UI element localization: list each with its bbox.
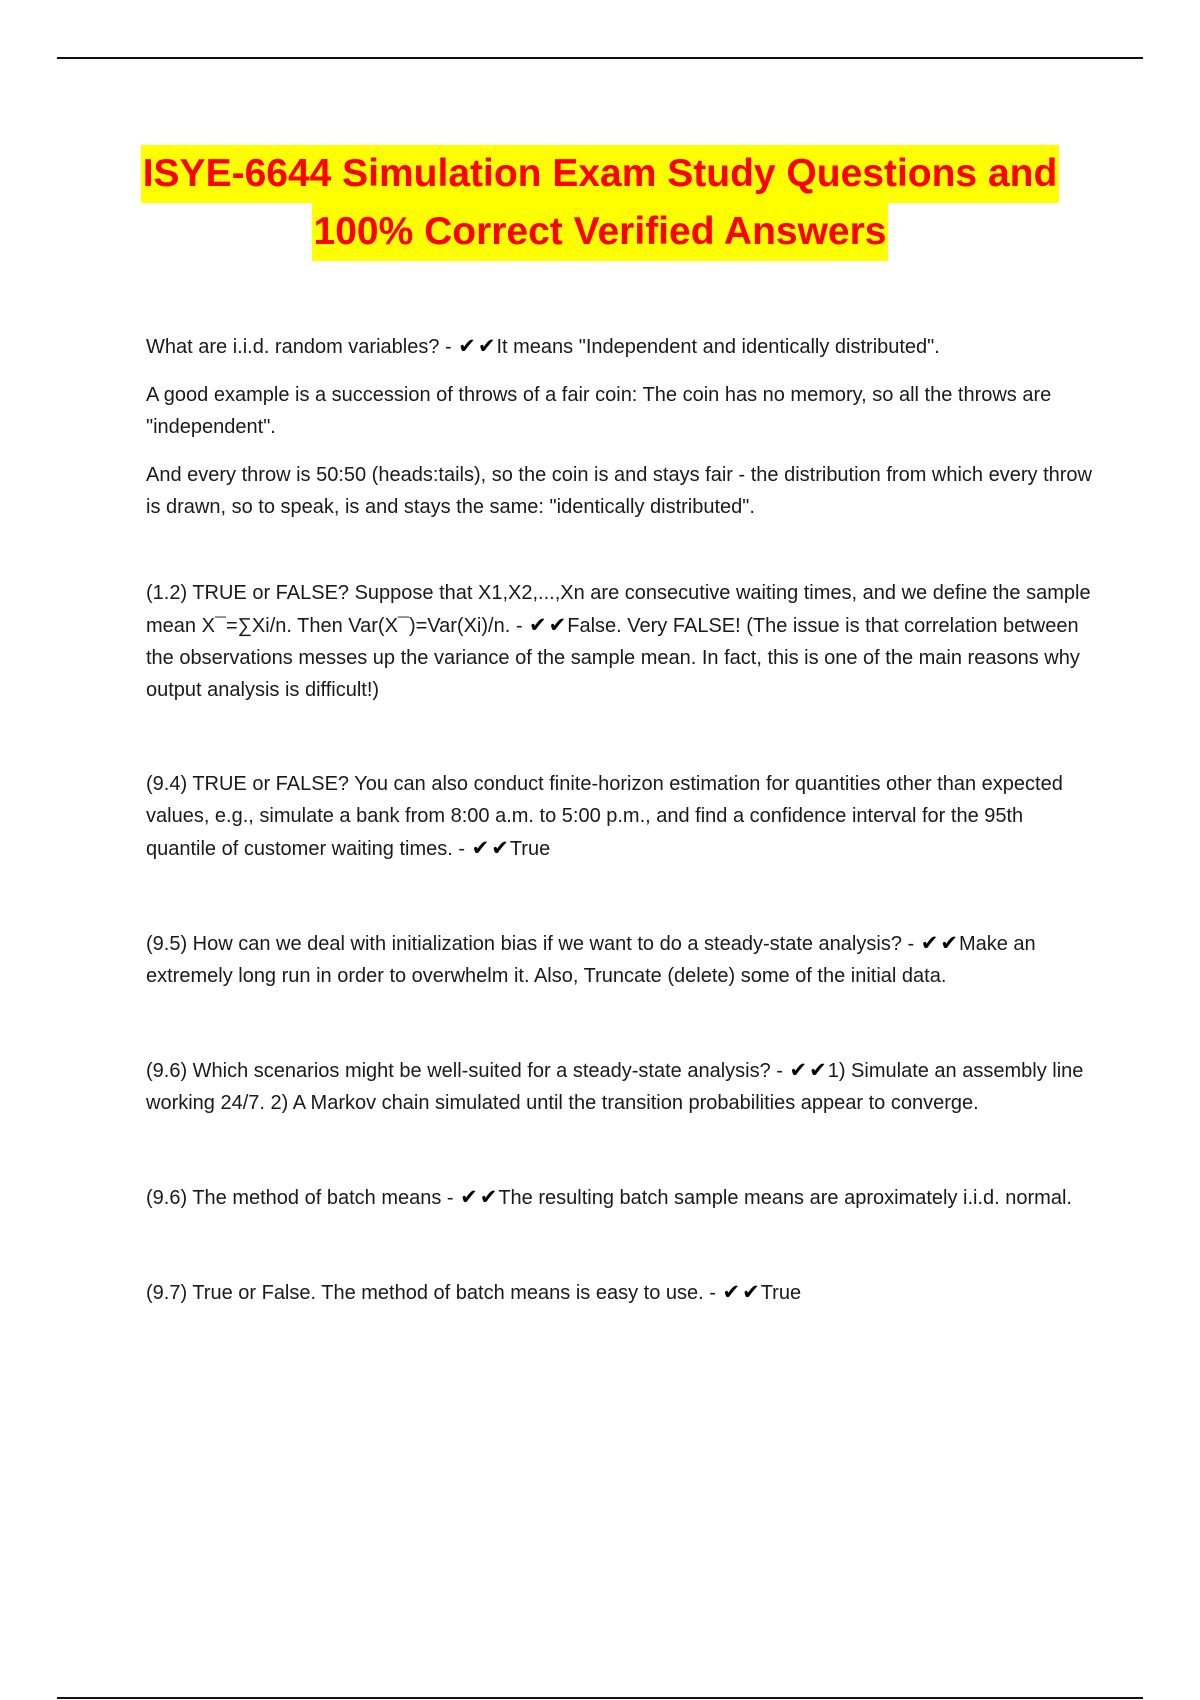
- question-text: (9.4) TRUE or FALSE? You can also conduct finite-horizon estimation for quantities other than expected values, e.g., simulate a bank from 8:00 a.m. to 5:00 p.m., and find a confidence interval for the 95th quantile of customer waiting times. -: [146, 773, 1063, 860]
- answer-extra-paragraph: And every throw is 50:50 (heads:tails), so the coin is and stays fair - the distribution from which every throw is drawn, so to speak, is and stays the same: "identically distributed".: [146, 464, 1092, 518]
- document-title: [0, 145, 1200, 261]
- top-rule: [57, 57, 1143, 59]
- qa-item-9-6-scenarios: [146, 1054, 1096, 1119]
- question-text: (9.6) The method of batch means -: [146, 1187, 460, 1209]
- answer-extra-paragraph: A good example is a succession of throws of a fair coin: The coin has no memory, so all the throws are "independent".: [146, 384, 1052, 438]
- check-icon: ✔: [920, 931, 939, 955]
- title-line-2: 100% Correct Verified Answers: [312, 203, 889, 261]
- answer-text: The resulting batch sample means are aproximately i.i.d. normal.: [498, 1187, 1072, 1209]
- answer-text: 1) Simulate an assembly line working 24/7. 2) A Markov chain simulated until the transition probabilities appear to converge.: [146, 1060, 1084, 1114]
- check-icon: ✔: [491, 836, 509, 860]
- answer-text: Make an extremely long run in order to overwhelm it. Also, Truncate (delete) some of the initial data.: [146, 933, 1036, 987]
- qa-item-9-4: [146, 768, 1096, 865]
- question-text: (9.6) Which scenarios might be well-suited for a steady-state analysis? -: [146, 1060, 789, 1082]
- question-text: What are i.i.d. random variables? -: [146, 336, 458, 358]
- question-text: (1.2) TRUE or FALSE? Suppose that X1,X2,...,Xn are consecutive waiting times, and we define the sample mean X¯=∑Xi/n. Then Var(X¯)=Var(Xi)/n. -: [146, 582, 1091, 637]
- check-icon: ✔: [809, 1058, 827, 1082]
- check-icon: ✔: [471, 836, 490, 860]
- answer-text: True: [760, 1282, 802, 1304]
- check-icon: ✔: [940, 931, 958, 955]
- check-icon: ✔: [477, 334, 496, 358]
- check-icon: ✔: [529, 613, 547, 637]
- qa-item-iid: [146, 330, 1096, 363]
- qa-item-1-2: [146, 577, 1096, 706]
- check-icon: ✔: [722, 1280, 741, 1304]
- question-text: (9.5) How can we deal with initialization bias if we want to do a steady-state analysis? -: [146, 933, 920, 955]
- answer-text: It means "Independent and identically distributed".: [496, 336, 940, 358]
- question-text: (9.7) True or False. The method of batch means is easy to use. -: [146, 1282, 722, 1304]
- bottom-rule: [57, 1697, 1143, 1699]
- title-line-1: ISYE-6644 Simulation Exam Study Questions and: [141, 145, 1060, 203]
- answer-text: True: [509, 838, 551, 860]
- check-icon: ✔: [548, 613, 567, 637]
- qa-item-9-6-batch-means: [146, 1181, 1096, 1214]
- qa-item-9-5: [146, 927, 1096, 992]
- answer-text: False. Very FALSE! (The issue is that correlation between the observations messes up the variance of the sample mean. In fact, this is one of the main reasons why output analysis is difficult!): [146, 615, 1080, 701]
- qa-list: [146, 330, 1096, 1309]
- check-icon: ✔: [479, 1185, 498, 1209]
- qa-item-9-7: [146, 1276, 1096, 1309]
- check-icon: ✔: [458, 334, 476, 358]
- check-icon: ✔: [460, 1185, 478, 1209]
- check-icon: ✔: [789, 1058, 808, 1082]
- check-icon: ✔: [742, 1280, 760, 1304]
